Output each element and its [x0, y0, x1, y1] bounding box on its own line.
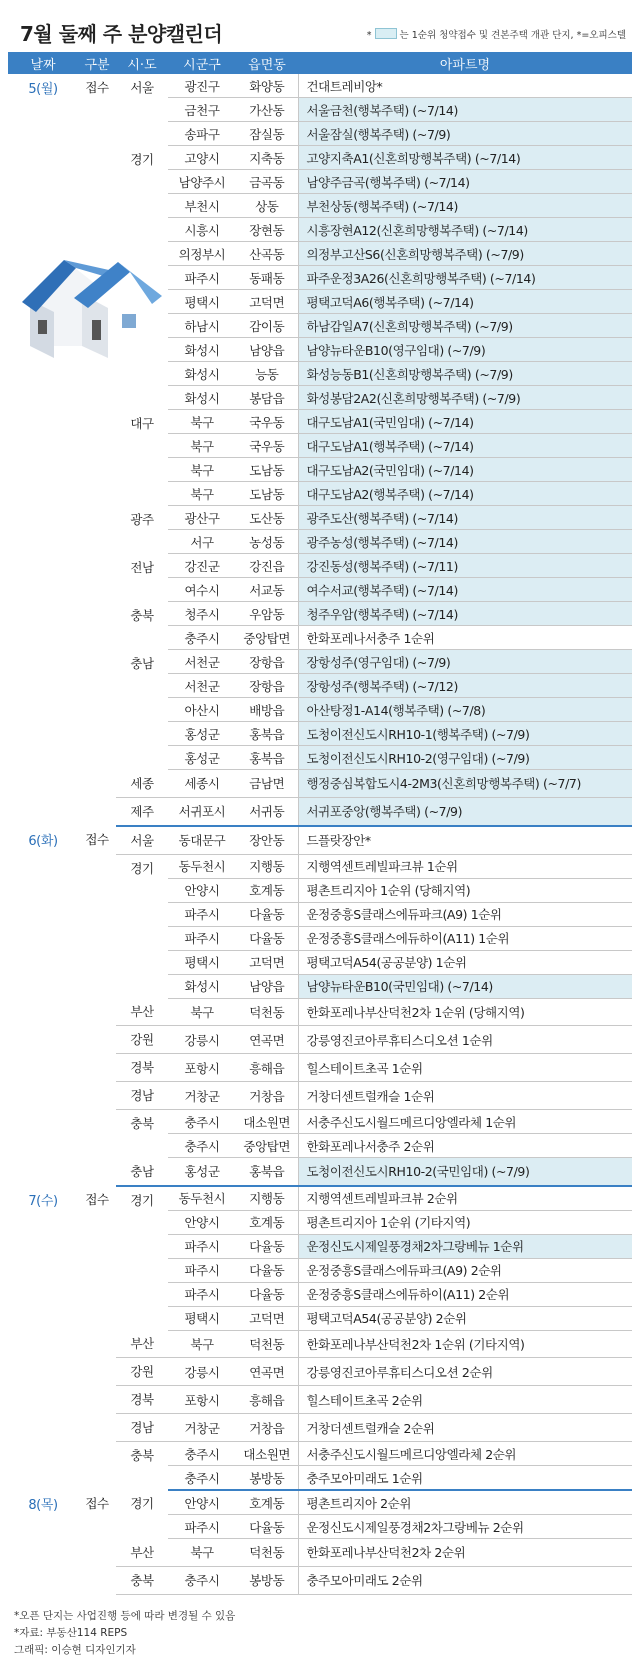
- apartment-cell: 운정중흥S클래스에듀파크(A9) 2순위: [298, 1258, 632, 1282]
- apartment-cell: 강진동성(행복주택) (~7/11): [298, 554, 632, 578]
- sigungu-cell: 충주시: [168, 1442, 236, 1466]
- sigungu-cell: 서천군: [168, 674, 236, 698]
- eupmyeondong-cell: 화양동: [236, 74, 298, 98]
- eupmyeondong-cell: 봉방동: [236, 1566, 298, 1594]
- type-cell: 접수: [85, 1496, 109, 1511]
- footnote-source: *자료: 부동산114 REPS: [14, 1627, 128, 1639]
- apartment-cell: 시흥장현A12(신혼희망행복주택) (~7/14): [298, 218, 632, 242]
- sido-cell: 충북: [130, 1448, 154, 1463]
- sigungu-cell: 화성시: [168, 338, 236, 362]
- sigungu-cell: 금천구: [168, 98, 236, 122]
- sido-cell: 대구: [130, 415, 154, 431]
- header-type: 구분: [78, 52, 116, 74]
- sido-cell: 전남: [130, 559, 154, 575]
- sigungu-cell: 홍성군: [168, 746, 236, 770]
- sigungu-cell: 서구: [168, 530, 236, 554]
- eupmyeondong-cell: 다율동: [236, 926, 298, 950]
- sigungu-cell: 충주시: [168, 1466, 236, 1491]
- apartment-cell: 평택고덕A6(행복주택) (~7/14): [298, 290, 632, 314]
- sigungu-cell: 북구: [168, 482, 236, 506]
- eupmyeondong-cell: 잠실동: [236, 122, 298, 146]
- sido-cell: 제주: [116, 797, 168, 826]
- apartment-cell: 청주우암(행복주택) (~7/14): [298, 602, 632, 626]
- eupmyeondong-cell: 흥해읍: [236, 1054, 298, 1082]
- eupmyeondong-cell: 도남동: [236, 482, 298, 506]
- eupmyeondong-cell: 지행동: [236, 1186, 298, 1211]
- apartment-cell: 광주도산(행복주택) (~7/14): [298, 506, 632, 530]
- eupmyeondong-cell: 덕천동: [236, 1539, 298, 1567]
- eupmyeondong-cell: 다율동: [236, 902, 298, 926]
- sigungu-cell: 충주시: [168, 1110, 236, 1134]
- apartment-cell: 아산탕정1-A14(행복주택) (~7/8): [298, 698, 632, 722]
- sigungu-cell: 북구: [168, 1330, 236, 1358]
- page-title: 7월 둘째 주 분양캘린더: [20, 22, 223, 46]
- sigungu-cell: 충주시: [168, 1566, 236, 1594]
- eupmyeondong-cell: 다율동: [236, 1258, 298, 1282]
- eupmyeondong-cell: 도남동: [236, 458, 298, 482]
- footnotes: [14, 1608, 235, 1659]
- sido-cell: 경남: [116, 1414, 168, 1442]
- apartment-cell: 서울잠실(행복주택) (~7/9): [298, 122, 632, 146]
- eupmyeondong-cell: 흥해읍: [236, 1386, 298, 1414]
- apartment-cell: 의정부고산S6(신혼희망행복주택) (~7/9): [298, 242, 632, 266]
- apartment-cell: 충주모아미래도 1순위: [298, 1466, 632, 1491]
- eupmyeondong-cell: 서교동: [236, 578, 298, 602]
- apartment-cell: 평촌트리지아 1순위 (기타지역): [298, 1210, 632, 1234]
- apartment-cell: 대구도남A2(행복주택) (~7/14): [298, 482, 632, 506]
- sigungu-cell: 고양시: [168, 146, 236, 170]
- apartment-cell: 화성능동B1(신혼희망행복주택) (~7/9): [298, 362, 632, 386]
- apartment-cell: 충주모아미래도 2순위: [298, 1566, 632, 1594]
- apartment-cell: 도청이전신도시RH10-2(영구임대) (~7/9): [298, 746, 632, 770]
- eupmyeondong-cell: 고덕면: [236, 290, 298, 314]
- sigungu-cell: 송파구: [168, 122, 236, 146]
- apartment-cell: 부천상동(행복주택) (~7/14): [298, 194, 632, 218]
- sigungu-cell: 세종시: [168, 770, 236, 798]
- apartment-cell: 대구도남A1(국민임대) (~7/14): [298, 410, 632, 434]
- apartment-cell: 여수서교(행복주택) (~7/14): [298, 578, 632, 602]
- apartment-cell: 장항성주(행복주택) (~7/12): [298, 674, 632, 698]
- sigungu-cell: 강진군: [168, 554, 236, 578]
- apartment-cell: 한화포레나부산덕천2차 1순위 (기타지역): [298, 1330, 632, 1358]
- apartment-cell: 평택고덕A54(공공분양) 1순위: [298, 950, 632, 974]
- eupmyeondong-cell: 홍북읍: [236, 722, 298, 746]
- sigungu-cell: 남양주시: [168, 170, 236, 194]
- type-cell: 접수: [85, 1191, 109, 1207]
- sigungu-cell: 광산구: [168, 506, 236, 530]
- sido-cell: 강원: [116, 1358, 168, 1386]
- eupmyeondong-cell: 홍북읍: [236, 746, 298, 770]
- sido-cell: 서울: [116, 826, 168, 855]
- apartment-cell: 거창더센트럴캐슬 1순위: [298, 1082, 632, 1110]
- footnote-change: *오픈 단지는 사업진행 등에 따라 변경될 수 있음: [14, 1610, 236, 1622]
- eupmyeondong-cell: 동패동: [236, 266, 298, 290]
- eupmyeondong-cell: 지행동: [236, 854, 298, 878]
- apartment-cell: 행정중심복합도시4-2M3(신혼희망행복주택) (~7/7): [298, 770, 632, 798]
- eupmyeondong-cell: 지축동: [236, 146, 298, 170]
- sido-cell: 충남: [116, 1158, 168, 1186]
- eupmyeondong-cell: 국우동: [236, 434, 298, 458]
- header-apartment: 아파트명: [298, 52, 632, 74]
- eupmyeondong-cell: 능동: [236, 362, 298, 386]
- apartment-cell: 대구도남A1(행복주택) (~7/14): [298, 434, 632, 458]
- apartment-cell: 힐스테이트초곡 2순위: [298, 1386, 632, 1414]
- eupmyeondong-cell: 장항읍: [236, 674, 298, 698]
- sido-cell: 부산: [116, 1539, 168, 1567]
- sigungu-cell: 평택시: [168, 1306, 236, 1330]
- header-sigungu: 시군구: [168, 52, 236, 74]
- apartment-cell: 운정중흥S클래스에듀하이(A11) 2순위: [298, 1282, 632, 1306]
- sigungu-cell: 거창군: [168, 1414, 236, 1442]
- sigungu-cell: 파주시: [168, 1282, 236, 1306]
- sigungu-cell: 북구: [168, 434, 236, 458]
- apartment-cell: 고양지축A1(신혼희망행복주택) (~7/14): [298, 146, 632, 170]
- header-date: 날짜: [8, 52, 78, 74]
- apartment-cell: 힐스테이트초곡 1순위: [298, 1054, 632, 1082]
- apartment-cell: 평택고덕A54(공공분양) 2순위: [298, 1306, 632, 1330]
- sigungu-cell: 서천군: [168, 650, 236, 674]
- apartment-cell: 평촌트리지아 1순위 (당해지역): [298, 878, 632, 902]
- sigungu-cell: 안양시: [168, 1210, 236, 1234]
- apartment-cell: 운정중흥S클래스에듀하이(A11) 1순위: [298, 926, 632, 950]
- sigungu-cell: 북구: [168, 1539, 236, 1567]
- eupmyeondong-cell: 홍북읍: [236, 1158, 298, 1186]
- eupmyeondong-cell: 대소원면: [236, 1110, 298, 1134]
- sido-cell: 서울: [130, 80, 154, 95]
- sigungu-cell: 홍성군: [168, 722, 236, 746]
- date-cell: 7(수): [28, 1193, 58, 1209]
- apartment-cell: 서귀포중앙(행복주택) (~7/9): [298, 797, 632, 826]
- apartment-cell: 강릉영진코아루휴티스디오션 1순위: [298, 1026, 632, 1054]
- sigungu-cell: 북구: [168, 998, 236, 1026]
- apartment-cell: 운정중흥S클래스에듀파크(A9) 1순위: [298, 902, 632, 926]
- table-row: [8, 74, 632, 98]
- eupmyeondong-cell: 거창읍: [236, 1082, 298, 1110]
- type-cell: 접수: [85, 80, 109, 95]
- eupmyeondong-cell: 호계동: [236, 878, 298, 902]
- eupmyeondong-cell: 중앙탑면: [236, 1134, 298, 1158]
- eupmyeondong-cell: 농성동: [236, 530, 298, 554]
- apartment-cell: 한화포레나서충주 2순위: [298, 1134, 632, 1158]
- eupmyeondong-cell: 다율동: [236, 1515, 298, 1539]
- apartment-cell: 거창더센트럴캐슬 2순위: [298, 1414, 632, 1442]
- footnote-credit: 그래픽: 이승현 디자인기자: [14, 1644, 136, 1656]
- sigungu-cell: 북구: [168, 410, 236, 434]
- sido-cell: 강원: [116, 1026, 168, 1054]
- sigungu-cell: 화성시: [168, 386, 236, 410]
- eupmyeondong-cell: 국우동: [236, 410, 298, 434]
- eupmyeondong-cell: 연곡면: [236, 1026, 298, 1054]
- sigungu-cell: 홍성군: [168, 1158, 236, 1186]
- apartment-cell: 한화포레나부산덕천2차 2순위: [298, 1539, 632, 1567]
- type-cell: 접수: [85, 831, 109, 847]
- sido-cell: 충남: [130, 655, 154, 671]
- sigungu-cell: 화성시: [168, 974, 236, 998]
- eupmyeondong-cell: 남양읍: [236, 974, 298, 998]
- eupmyeondong-cell: 산곡동: [236, 242, 298, 266]
- sigungu-cell: 파주시: [168, 1515, 236, 1539]
- apartment-cell: 건대트레비앙*: [298, 74, 632, 98]
- eupmyeondong-cell: 고덕면: [236, 1306, 298, 1330]
- table-row: [8, 1490, 632, 1515]
- sigungu-cell: 의정부시: [168, 242, 236, 266]
- legend-text: 는 1순위 청약접수 및 견본주택 개관 단지, *=오피스텔: [399, 30, 626, 41]
- sido-cell: 충북: [130, 607, 154, 623]
- apartment-cell: 서충주신도시월드메르디앙엘라체 2순위: [298, 1442, 632, 1466]
- legend: [367, 27, 626, 41]
- house-illustration: [22, 242, 162, 362]
- eupmyeondong-cell: 봉방동: [236, 1466, 298, 1491]
- eupmyeondong-cell: 다율동: [236, 1282, 298, 1306]
- table-row: [8, 826, 632, 855]
- sido-cell: 광주: [130, 511, 154, 527]
- sigungu-cell: 안양시: [168, 1490, 236, 1515]
- eupmyeondong-cell: 금곡동: [236, 170, 298, 194]
- sigungu-cell: 강릉시: [168, 1026, 236, 1054]
- sido-cell: 부산: [116, 998, 168, 1026]
- sido-cell: 경북: [116, 1386, 168, 1414]
- sido-cell: 세종: [116, 770, 168, 798]
- sido-cell: 충북: [116, 1566, 168, 1594]
- eupmyeondong-cell: 대소원면: [236, 1442, 298, 1466]
- apartment-cell: 파주운정3A26(신혼희망행복주택) (~7/14): [298, 266, 632, 290]
- sigungu-cell: 충주시: [168, 1134, 236, 1158]
- sigungu-cell: 파주시: [168, 1234, 236, 1258]
- sido-cell: 경기: [130, 1192, 154, 1208]
- eupmyeondong-cell: 다율동: [236, 1234, 298, 1258]
- apartment-cell: 도청이전신도시RH10-1(행복주택) (~7/9): [298, 722, 632, 746]
- sigungu-cell: 파주시: [168, 266, 236, 290]
- apartment-cell: 서충주신도시월드메르디앙엘라체 1순위: [298, 1110, 632, 1134]
- apartment-cell: 평촌트리지아 2순위: [298, 1490, 632, 1515]
- eupmyeondong-cell: 가산동: [236, 98, 298, 122]
- sido-cell: 부산: [116, 1330, 168, 1358]
- sigungu-cell: 동두천시: [168, 854, 236, 878]
- eupmyeondong-cell: 호계동: [236, 1210, 298, 1234]
- apartment-cell: 운정신도시제일풍경채2차그랑베뉴 2순위: [298, 1515, 632, 1539]
- apartment-cell: 드플랏장안*: [298, 826, 632, 855]
- eupmyeondong-cell: 우암동: [236, 602, 298, 626]
- apartment-cell: 화성봉담2A2(신혼희망행복주택) (~7/9): [298, 386, 632, 410]
- sigungu-cell: 강릉시: [168, 1358, 236, 1386]
- apartment-cell: 도청이전신도시RH10-2(국민임대) (~7/9): [298, 1158, 632, 1186]
- eupmyeondong-cell: 연곡면: [236, 1358, 298, 1386]
- sigungu-cell: 포항시: [168, 1386, 236, 1414]
- eupmyeondong-cell: 남양읍: [236, 338, 298, 362]
- sigungu-cell: 아산시: [168, 698, 236, 722]
- apartment-cell: 지행역센트레빌파크뷰 1순위: [298, 854, 632, 878]
- sigungu-cell: 북구: [168, 458, 236, 482]
- eupmyeondong-cell: 서귀동: [236, 797, 298, 826]
- sigungu-cell: 여수시: [168, 578, 236, 602]
- sigungu-cell: 서귀포시: [168, 797, 236, 826]
- header-sido: 시·도: [116, 52, 168, 74]
- eupmyeondong-cell: 중앙탑면: [236, 626, 298, 650]
- sido-cell: 경북: [116, 1054, 168, 1082]
- sigungu-cell: 파주시: [168, 926, 236, 950]
- eupmyeondong-cell: 거창읍: [236, 1414, 298, 1442]
- eupmyeondong-cell: 배방읍: [236, 698, 298, 722]
- sido-cell: 충북: [130, 1116, 154, 1131]
- date-cell: 8(목): [28, 1498, 58, 1513]
- apartment-cell: 한화포레나부산덕천2차 1순위 (당해지역): [298, 998, 632, 1026]
- sido-cell: 경기: [130, 860, 154, 876]
- sigungu-cell: 파주시: [168, 902, 236, 926]
- sigungu-cell: 안양시: [168, 878, 236, 902]
- apartment-cell: 한화포레나서충주 1순위: [298, 626, 632, 650]
- sigungu-cell: 평택시: [168, 950, 236, 974]
- apartment-cell: 남양주금곡(행복주택) (~7/14): [298, 170, 632, 194]
- eupmyeondong-cell: 호계동: [236, 1490, 298, 1515]
- sigungu-cell: 부천시: [168, 194, 236, 218]
- eupmyeondong-cell: 장안동: [236, 826, 298, 855]
- legend-swatch: [375, 28, 397, 39]
- table-row: [8, 1186, 632, 1211]
- header-eupmyeondong: 읍면동: [236, 52, 298, 74]
- sigungu-cell: 동대문구: [168, 826, 236, 855]
- sigungu-cell: 거창군: [168, 1082, 236, 1110]
- sigungu-cell: 시흥시: [168, 218, 236, 242]
- apartment-cell: 강릉영진코아루휴티스디오션 2순위: [298, 1358, 632, 1386]
- apartment-cell: 대구도남A2(국민임대) (~7/14): [298, 458, 632, 482]
- table-header: [8, 52, 632, 74]
- eupmyeondong-cell: 감이동: [236, 314, 298, 338]
- sigungu-cell: 청주시: [168, 602, 236, 626]
- eupmyeondong-cell: 상동: [236, 194, 298, 218]
- sigungu-cell: 동두천시: [168, 1186, 236, 1211]
- sigungu-cell: 하남시: [168, 314, 236, 338]
- legend-prefix: *: [366, 30, 372, 41]
- sigungu-cell: 포항시: [168, 1054, 236, 1082]
- eupmyeondong-cell: 봉담읍: [236, 386, 298, 410]
- date-cell: 5(월): [28, 82, 58, 97]
- apartment-cell: 장항성주(영구임대) (~7/9): [298, 650, 632, 674]
- sido-cell: 경기: [130, 151, 154, 167]
- sigungu-cell: 충주시: [168, 626, 236, 650]
- apartment-cell: 지행역센트레빌파크뷰 2순위: [298, 1186, 632, 1211]
- eupmyeondong-cell: 덕천동: [236, 1330, 298, 1358]
- eupmyeondong-cell: 덕천동: [236, 998, 298, 1026]
- sigungu-cell: 파주시: [168, 1258, 236, 1282]
- eupmyeondong-cell: 장현동: [236, 218, 298, 242]
- sigungu-cell: 평택시: [168, 290, 236, 314]
- eupmyeondong-cell: 금남면: [236, 770, 298, 798]
- sigungu-cell: 광진구: [168, 74, 236, 98]
- apartment-cell: 서울금천(행복주택) (~7/14): [298, 98, 632, 122]
- sido-cell: 경기: [130, 1496, 154, 1511]
- apartment-cell: 남양뉴타운B10(영구임대) (~7/9): [298, 338, 632, 362]
- date-cell: 6(화): [28, 833, 58, 849]
- sido-cell: 경남: [116, 1082, 168, 1110]
- apartment-cell: 남양뉴타운B10(국민임대) (~7/14): [298, 974, 632, 998]
- sigungu-cell: 화성시: [168, 362, 236, 386]
- eupmyeondong-cell: 장항읍: [236, 650, 298, 674]
- eupmyeondong-cell: 강진읍: [236, 554, 298, 578]
- apartment-cell: 운정신도시제일풍경채2차그랑베뉴 1순위: [298, 1234, 632, 1258]
- apartment-cell: 광주농성(행복주택) (~7/14): [298, 530, 632, 554]
- apartment-cell: 하남감일A7(신혼희망행복주택) (~7/9): [298, 314, 632, 338]
- eupmyeondong-cell: 고덕면: [236, 950, 298, 974]
- eupmyeondong-cell: 도산동: [236, 506, 298, 530]
